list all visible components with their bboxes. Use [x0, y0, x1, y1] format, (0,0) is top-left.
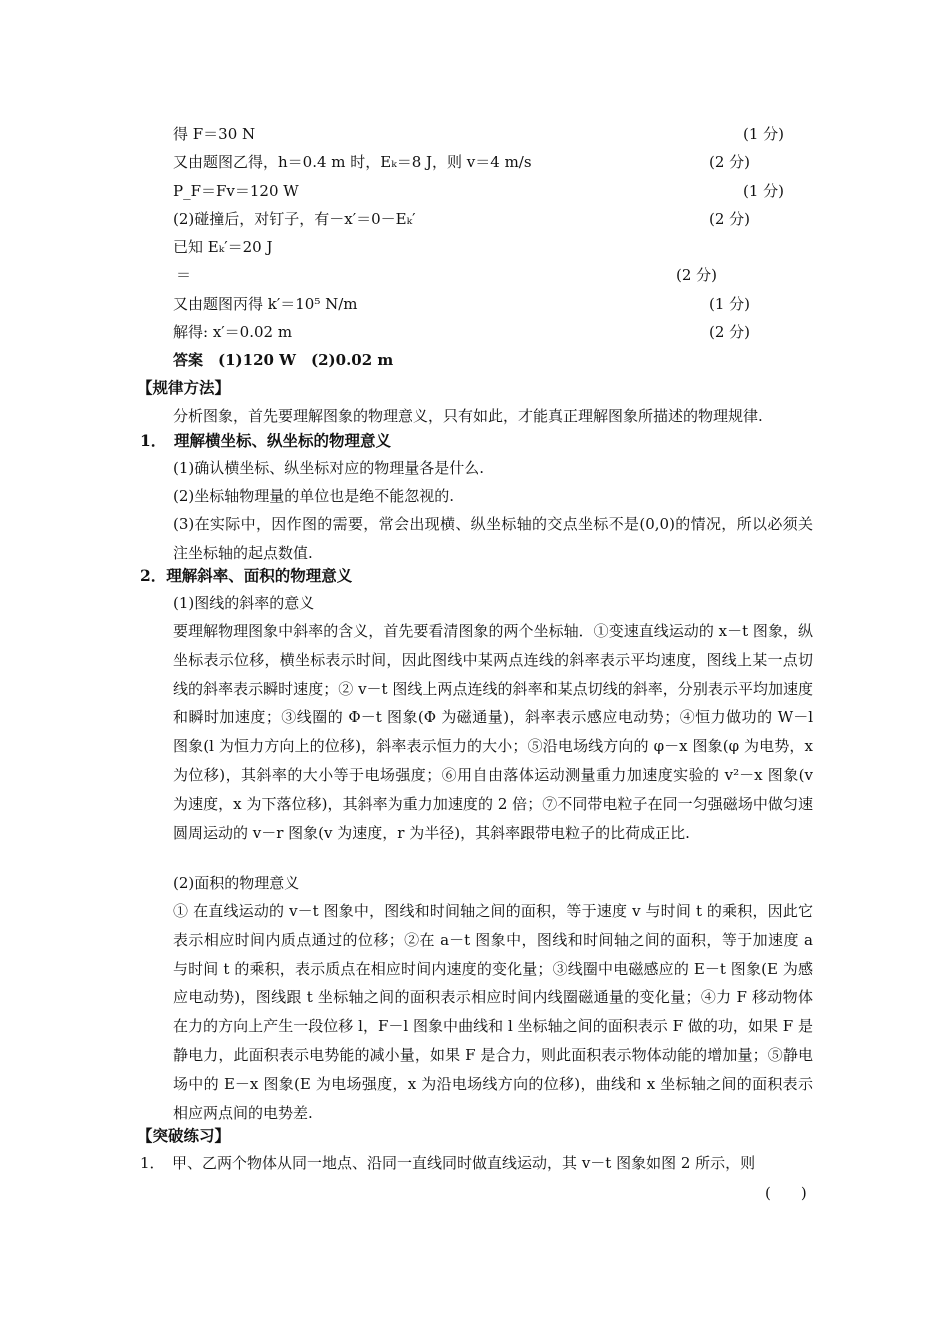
area-text: ① 在直线运动的 v－t 图象中，图线和时间轴之间的面积，等于速度 v 与时间 t 的乘积，因此它表示相应时间内质点通过的位移；②在 a－t 图象中，图线和时间轴之间的面积，等于加速度 a 与时间 t 的乘积，表示质点在相应时间内速度的变化量；③线圈中电磁感应的 E－t 图象(E 为感应电动势)，图线跟 t 坐标轴之间的面积表示相应时间内线圈磁通量的变化量；④力 F 移动物体在力的方向上产生一段位移 l，F－l 图象中曲线和 l 坐标轴之间的面积表示 F 做的功，如果 F 是静电力，此面积表示电势能的减小量，如果 F 是合力，则此面积表示物体动能的增加量；⑤静电场中的 E－x 图象(E 为电场强度，x 为沿电场线方向的位移)，曲线和 x 坐标轴之间的面积表示相应两点间的电势差. — [173, 902, 813, 1122]
question-1-answer-blank[interactable]: ( ) — [765, 1184, 807, 1202]
point1-title: 1． 理解横坐标、纵坐标的物理意义 — [140, 431, 392, 450]
solution-line-1: 得 F＝30 N — [173, 125, 256, 143]
slope-text: 要理解物理图象中斜率的含义，首先要看清图象的两个坐标轴．①变速直线运动的 x－t 图象，纵坐标表示位移，横坐标表示时间，因此图线中某两点连线的斜率表示平均速度，图线上某一点切线的斜率表示瞬时速度；② v－t 图线上两点连线的斜率和某点切线的斜率，分别表示平均加速度和瞬时加速度；③线圈的 Φ－t 图象(Φ 为磁通量)，斜率表示感应电动势；④恒力做功的 W－l 图象(l 为恒力方向上的位移)，斜率表示恒力的大小；⑤沿电场线方向的 φ－x 图象(φ 为电势，x 为位移)，其斜率的大小等于电场强度；⑥用自由落体运动测量重力加速度实验的 v²－x 图象(v 为速度，x 为下落位移)，其斜率为重力加速度的 2 倍；⑦不同带电粒子在同一匀强磁场中做匀速圆周运动的 v－r 图象(v 为速度，r 为半径)，其斜率跟带电粒子的比荷成正比. — [173, 622, 813, 842]
method-intro: 分析图象，首先要理解图象的物理意义，只有如此，才能真正理解图象所描述的物理规律. — [173, 407, 763, 425]
area-title: (2)面积的物理意义 — [173, 874, 300, 892]
solution-line-5: 已知 Eₖ′＝20 J — [173, 238, 273, 256]
solution-line-4: (2)碰撞后，对钉子，有－x′＝0－Eₖ′ — [173, 210, 416, 228]
score-6: (2 分) — [676, 266, 718, 284]
answer-line: 答案 (1)120 W (2)0.02 m — [173, 351, 394, 369]
score-8: (2 分) — [709, 323, 751, 341]
question-1-text: 1． 甲、乙两个物体从同一地点、沿同一直线同时做直线运动，其 v－t 图象如图 2 所示，则 — [140, 1154, 756, 1172]
solution-line-2: 又由题图乙得，h＝0.4 m 时，Eₖ＝8 J，则 v＝4 m/s — [173, 153, 532, 171]
score-2: (2 分) — [709, 153, 751, 171]
solution-line-8: 解得: x′＝0.02 m — [173, 323, 293, 341]
score-1: (1 分) — [743, 125, 785, 143]
point1-item-3: (3)在实际中，因作图的需要，常会出现横、纵坐标轴的交点坐标不是(0,0)的情况，所以必须关注坐标轴的起点数值. — [173, 515, 813, 562]
slope-title: (1)图线的斜率的意义 — [173, 594, 315, 612]
point1-item-1: (1)确认横坐标、纵坐标对应的物理量各是什么. — [173, 459, 485, 477]
point1-item-2: (2)坐标轴物理量的单位也是绝不能忽视的. — [173, 487, 455, 505]
score-3: (1 分) — [743, 182, 785, 200]
method-title: 【规律方法】 — [137, 378, 231, 397]
point2-title: 2．理解斜率、面积的物理意义 — [140, 566, 353, 585]
solution-line-3: P_F＝Fv＝120 W — [173, 182, 299, 200]
solution-line-7: 又由题图丙得 k′＝10⁵ N/m — [173, 295, 358, 313]
score-7: (1 分) — [709, 295, 751, 313]
solution-line-6: ＝ — [176, 266, 192, 284]
score-4: (2 分) — [709, 210, 751, 228]
practice-title: 【突破练习】 — [137, 1126, 231, 1145]
